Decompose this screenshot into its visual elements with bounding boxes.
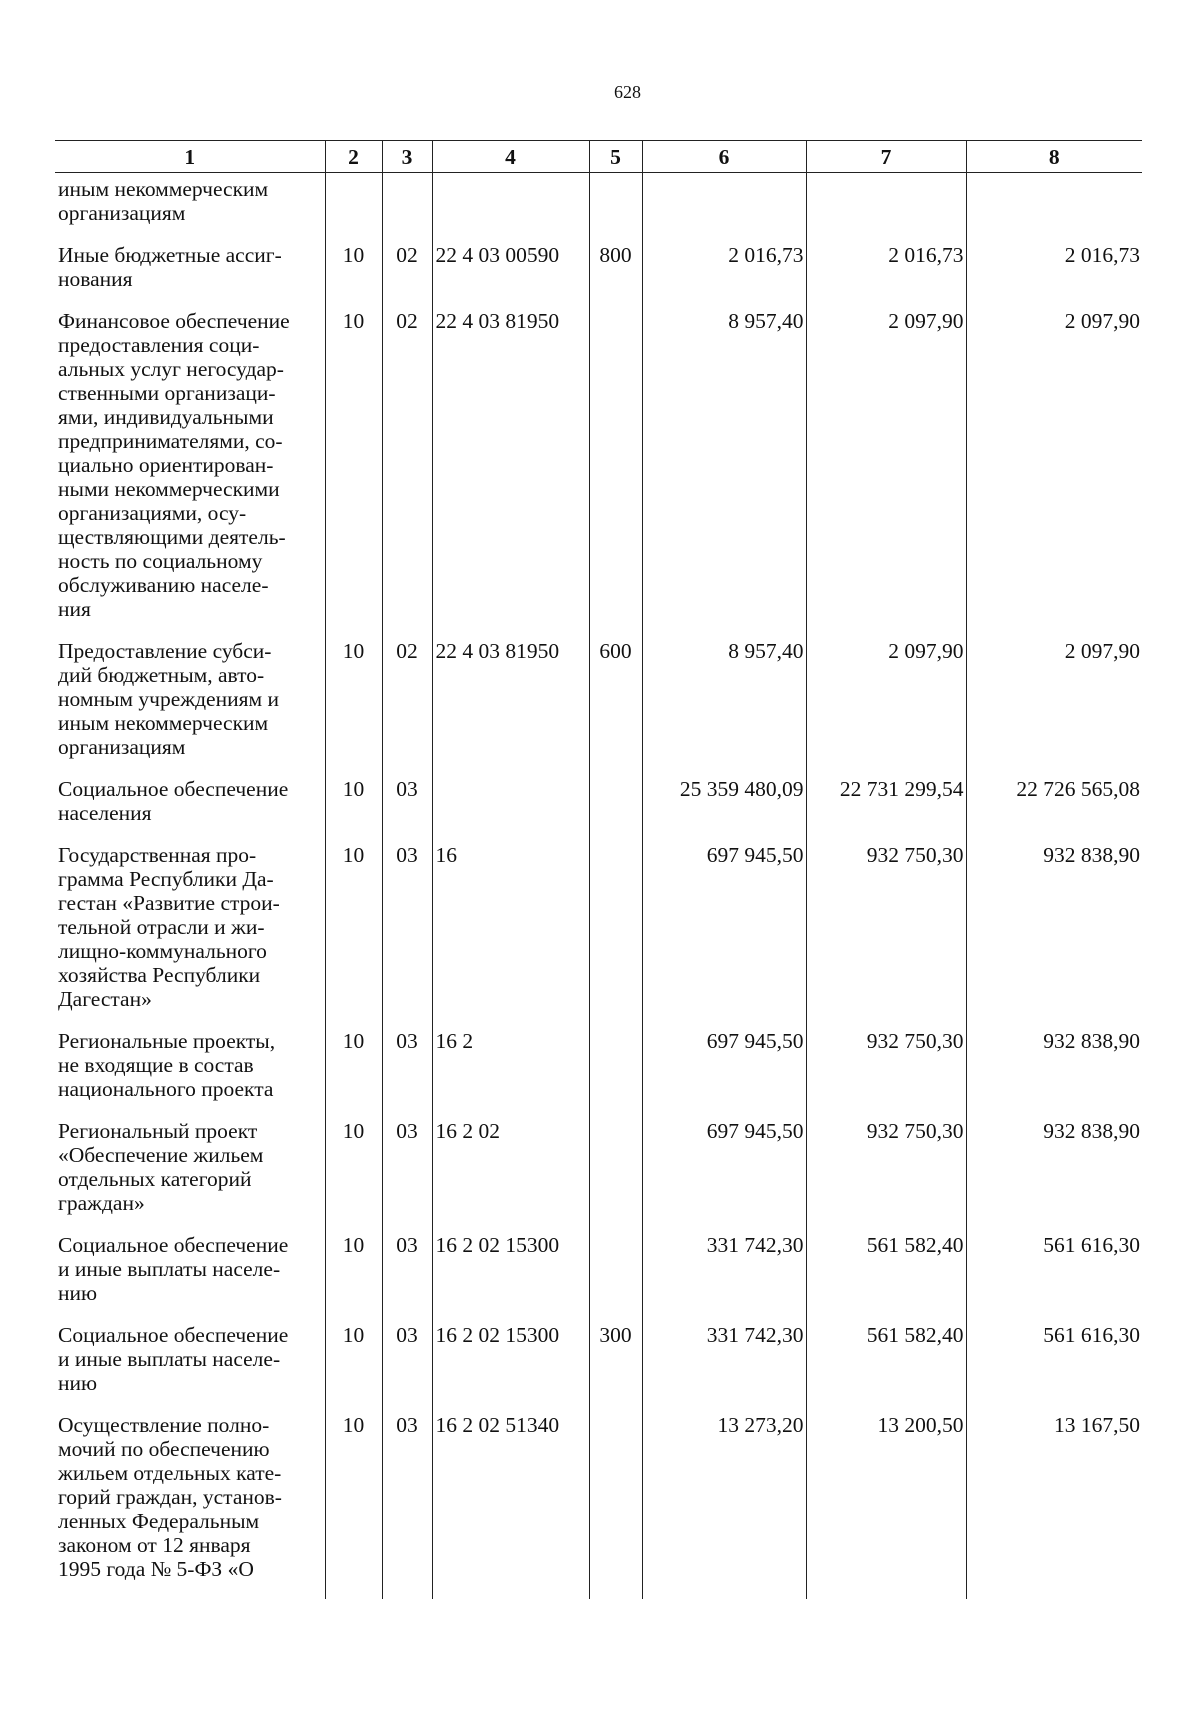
- amount-col6-cell: 697 945,50: [642, 1029, 806, 1119]
- section-code-cell: [325, 173, 382, 244]
- amount-col7-cell: [806, 173, 966, 244]
- target-article-cell: 16 2 02 15300: [432, 1233, 589, 1323]
- amount-col8-cell: 932 838,90: [966, 1119, 1142, 1233]
- row-name-cell: Социальное обеспечение и иные выплаты населе- нию: [55, 1323, 325, 1413]
- amount-col8-cell: 2 097,90: [966, 639, 1142, 777]
- subsection-code-cell: 02: [382, 639, 432, 777]
- amount-col7-cell: 561 582,40: [806, 1233, 966, 1323]
- amount-col7-cell: 2 097,90: [806, 309, 966, 639]
- expense-type-cell: [589, 173, 642, 244]
- section-code-cell: 10: [325, 1119, 382, 1233]
- target-article-cell: [432, 173, 589, 244]
- row-name-cell: Осуществление полно- мочий по обеспечению жильем отдельных кате- горий граждан, установ- ленных Федеральным законом от 12 января 1995 года № 5-ФЗ «О: [55, 1413, 325, 1599]
- amount-col7-cell: 932 750,30: [806, 843, 966, 1029]
- amount-col6-cell: 697 945,50: [642, 843, 806, 1029]
- amount-col7-cell: 932 750,30: [806, 1029, 966, 1119]
- amount-col7-cell: 13 200,50: [806, 1413, 966, 1599]
- amount-col8-cell: 2 016,73: [966, 243, 1142, 309]
- expense-type-cell: [589, 843, 642, 1029]
- section-code-cell: 10: [325, 843, 382, 1029]
- amount-col6-cell: 8 957,40: [642, 639, 806, 777]
- row-name-cell: Социальное обеспечение и иные выплаты населе- нию: [55, 1233, 325, 1323]
- section-code-cell: 10: [325, 1413, 382, 1599]
- subsection-code-cell: 02: [382, 309, 432, 639]
- table-row: [55, 777, 1142, 843]
- amount-col8-cell: 13 167,50: [966, 1413, 1142, 1599]
- row-name-cell: иным некоммерческим организациям: [55, 173, 325, 244]
- section-code-cell: 10: [325, 1029, 382, 1119]
- column-header: 8: [966, 141, 1142, 173]
- table-row: [55, 1119, 1142, 1233]
- table-row: [55, 309, 1142, 639]
- expense-type-cell: 800: [589, 243, 642, 309]
- amount-col7-cell: 932 750,30: [806, 1119, 966, 1233]
- row-name-cell: Иные бюджетные ассиг- нования: [55, 243, 325, 309]
- row-name-cell: Финансовое обеспечение предоставления соци- альных услуг негосудар- ственными организаци- ями, индивидуальными предпринимателями, со- циально ориентирован- ными некоммерческими организациями, осу- ществляющими деятель- ность по социальному обслуживанию населе- ния: [55, 309, 325, 639]
- expense-type-cell: [589, 777, 642, 843]
- expense-type-cell: [589, 1233, 642, 1323]
- row-name-cell: Государственная про- грамма Республики Да- гестан «Развитие строи- тельной отрасли и жи- лищно-коммунального хозяйства Республики Дагестан»: [55, 843, 325, 1029]
- expense-type-cell: [589, 1413, 642, 1599]
- page-number: 628: [614, 82, 641, 102]
- column-header: 3: [382, 141, 432, 173]
- amount-col6-cell: 2 016,73: [642, 243, 806, 309]
- row-name-cell: Социальное обеспечение населения: [55, 777, 325, 843]
- amount-col8-cell: 932 838,90: [966, 1029, 1142, 1119]
- expense-type-cell: [589, 309, 642, 639]
- subsection-code-cell: 03: [382, 777, 432, 843]
- target-article-cell: [432, 777, 589, 843]
- amount-col6-cell: 8 957,40: [642, 309, 806, 639]
- amount-col8-cell: 2 097,90: [966, 309, 1142, 639]
- column-header: 6: [642, 141, 806, 173]
- amount-col8-cell: 561 616,30: [966, 1323, 1142, 1413]
- table-row: [55, 1413, 1142, 1599]
- table-row: [55, 1323, 1142, 1413]
- subsection-code-cell: 02: [382, 243, 432, 309]
- table-row: [55, 639, 1142, 777]
- target-article-cell: 16: [432, 843, 589, 1029]
- amount-col8-cell: [966, 173, 1142, 244]
- column-header: 1: [55, 141, 325, 173]
- column-header: 2: [325, 141, 382, 173]
- section-code-cell: 10: [325, 639, 382, 777]
- target-article-cell: 22 4 03 00590: [432, 243, 589, 309]
- amount-col7-cell: 2 097,90: [806, 639, 966, 777]
- expense-type-cell: 600: [589, 639, 642, 777]
- amount-col8-cell: 561 616,30: [966, 1233, 1142, 1323]
- table-body: [55, 173, 1142, 1600]
- section-code-cell: 10: [325, 1323, 382, 1413]
- subsection-code-cell: [382, 173, 432, 244]
- amount-col6-cell: 331 742,30: [642, 1233, 806, 1323]
- row-name-cell: Предоставление субси- дий бюджетным, авто- номным учреждениям и иным некоммерческим организациям: [55, 639, 325, 777]
- table-row: [55, 173, 1142, 244]
- table-row: [55, 1233, 1142, 1323]
- amount-col7-cell: 561 582,40: [806, 1323, 966, 1413]
- target-article-cell: 22 4 03 81950: [432, 639, 589, 777]
- header-row: [55, 141, 1142, 173]
- amount-col7-cell: 2 016,73: [806, 243, 966, 309]
- expense-type-cell: 300: [589, 1323, 642, 1413]
- amount-col6-cell: [642, 173, 806, 244]
- table-row: [55, 843, 1142, 1029]
- expense-type-cell: [589, 1029, 642, 1119]
- target-article-cell: 16 2: [432, 1029, 589, 1119]
- expense-type-cell: [589, 1119, 642, 1233]
- subsection-code-cell: 03: [382, 1323, 432, 1413]
- budget-table-container: [55, 140, 1142, 1599]
- amount-col6-cell: 25 359 480,09: [642, 777, 806, 843]
- target-article-cell: 16 2 02 51340: [432, 1413, 589, 1599]
- amount-col7-cell: 22 731 299,54: [806, 777, 966, 843]
- target-article-cell: 16 2 02 15300: [432, 1323, 589, 1413]
- target-article-cell: 22 4 03 81950: [432, 309, 589, 639]
- amount-col6-cell: 13 273,20: [642, 1413, 806, 1599]
- row-name-cell: Региональные проекты, не входящие в состав национального проекта: [55, 1029, 325, 1119]
- subsection-code-cell: 03: [382, 1029, 432, 1119]
- section-code-cell: 10: [325, 777, 382, 843]
- table-row: [55, 1029, 1142, 1119]
- section-code-cell: 10: [325, 309, 382, 639]
- column-header: 7: [806, 141, 966, 173]
- amount-col8-cell: 932 838,90: [966, 843, 1142, 1029]
- amount-col8-cell: 22 726 565,08: [966, 777, 1142, 843]
- table-row: [55, 243, 1142, 309]
- subsection-code-cell: 03: [382, 1119, 432, 1233]
- budget-table: [55, 140, 1142, 1599]
- amount-col6-cell: 697 945,50: [642, 1119, 806, 1233]
- section-code-cell: 10: [325, 1233, 382, 1323]
- target-article-cell: 16 2 02: [432, 1119, 589, 1233]
- subsection-code-cell: 03: [382, 843, 432, 1029]
- column-header: 4: [432, 141, 589, 173]
- row-name-cell: Региональный проект «Обеспечение жильем отдельных категорий граждан»: [55, 1119, 325, 1233]
- amount-col6-cell: 331 742,30: [642, 1323, 806, 1413]
- column-header: 5: [589, 141, 642, 173]
- subsection-code-cell: 03: [382, 1233, 432, 1323]
- subsection-code-cell: 03: [382, 1413, 432, 1599]
- section-code-cell: 10: [325, 243, 382, 309]
